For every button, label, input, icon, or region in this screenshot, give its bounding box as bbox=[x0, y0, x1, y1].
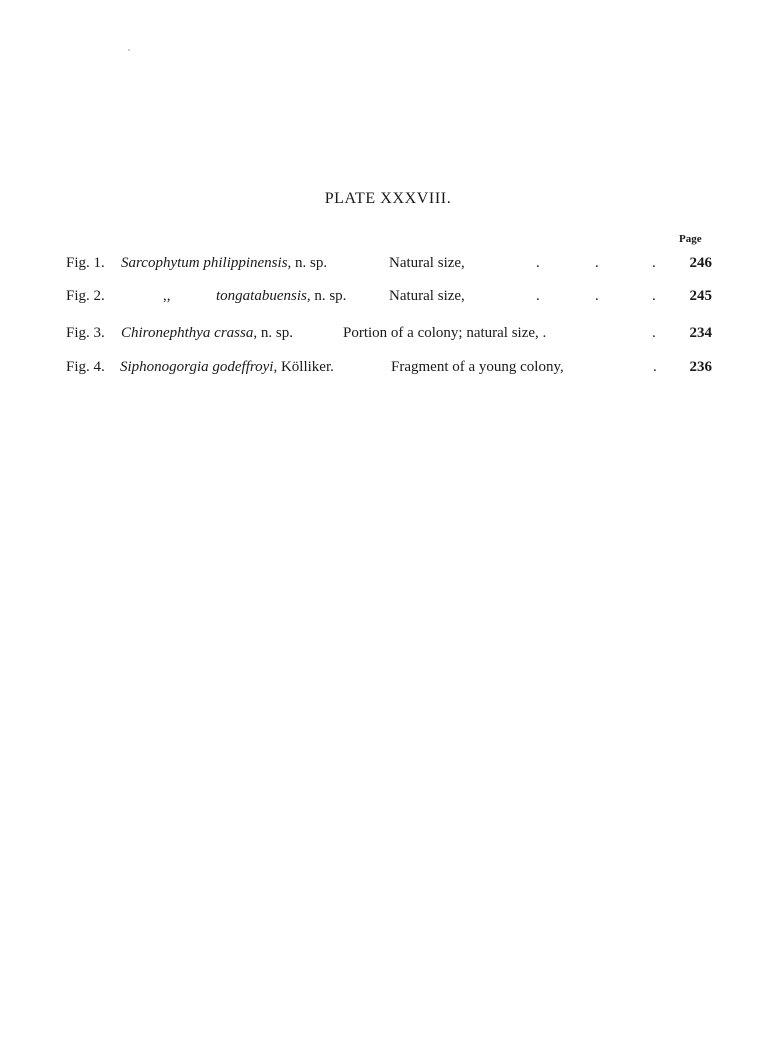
page-number: 234 bbox=[689, 325, 712, 341]
page-number: 236 bbox=[689, 359, 712, 375]
figure-taxon: tongatabuensis, n. sp. bbox=[216, 288, 347, 304]
leader-dot: . bbox=[595, 255, 599, 271]
leader-dot: . bbox=[536, 255, 540, 271]
figure-description: Natural size, bbox=[389, 288, 465, 304]
figure-label: Fig. 1. bbox=[66, 255, 105, 271]
figure-description: Fragment of a young colony, bbox=[391, 359, 564, 375]
figure-description: Natural size, bbox=[389, 255, 465, 271]
figure-entry-3 bbox=[0, 325, 776, 347]
figure-description: Portion of a colony; natural size, . bbox=[343, 325, 547, 341]
leader-dot: . bbox=[652, 288, 656, 304]
figure-label: Fig. 2. bbox=[66, 288, 105, 304]
figure-entry-1 bbox=[0, 255, 776, 277]
scan-speck bbox=[128, 49, 130, 51]
leader-dot: . bbox=[653, 359, 657, 375]
leader-dot: . bbox=[652, 255, 656, 271]
leader-dot: . bbox=[536, 288, 540, 304]
leader-dot: . bbox=[652, 325, 656, 341]
page-number: 246 bbox=[689, 255, 712, 271]
figure-taxon: Chironephthya crassa, n. sp. bbox=[121, 325, 293, 341]
figure-entry-4 bbox=[0, 359, 776, 381]
figure-taxon: Sarcophytum philippinensis, n. sp. bbox=[121, 255, 328, 271]
figure-label: Fig. 4. bbox=[66, 359, 105, 375]
figure-label: Fig. 3. bbox=[66, 325, 105, 341]
figure-taxon: Siphonogorgia godeffroyi, Kölliker. bbox=[120, 359, 334, 375]
ditto-mark: ,, bbox=[163, 288, 171, 304]
page-column-header: Page bbox=[679, 233, 702, 245]
figure-entry-2 bbox=[0, 288, 776, 310]
plate-title: PLATE XXXVIII. bbox=[324, 190, 452, 207]
page-number: 245 bbox=[689, 288, 712, 304]
leader-dot: . bbox=[595, 288, 599, 304]
